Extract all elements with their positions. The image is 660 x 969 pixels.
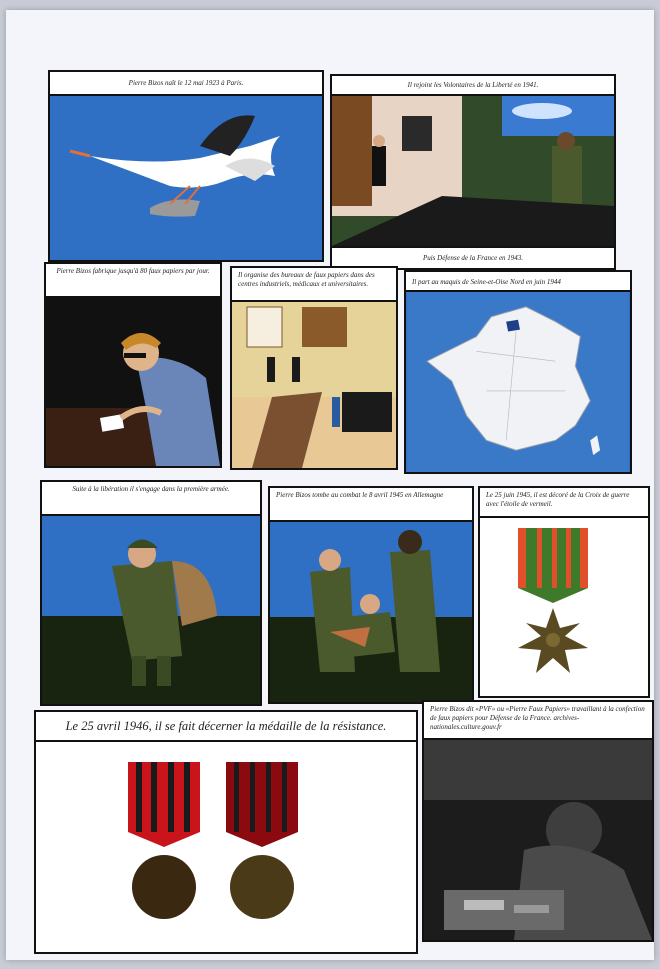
panel-photo-pvf xyxy=(422,700,654,942)
panel-caption: Suite à la libération il s'engage dans la première armée. xyxy=(42,482,260,516)
comic-page xyxy=(6,10,654,960)
panel-birth xyxy=(48,70,324,262)
panel-combat xyxy=(268,486,474,704)
stork-illustration xyxy=(50,96,322,260)
forger-illustration xyxy=(46,298,220,466)
panel-caption: Pierre Bizos naît le 12 mai 1923 à Paris. xyxy=(50,72,322,96)
resistance-medals xyxy=(36,742,416,952)
panel-caption: Il organise des bureaux de faux papiers dans des centres industriels, médicaux et universitaires. xyxy=(232,268,396,302)
office-scene xyxy=(232,302,396,468)
panel-medaille-resistance xyxy=(34,710,418,954)
panel-forger xyxy=(44,262,222,468)
panel-caption: Le 25 avril 1946, il se fait décerner la médaille de la résistance. xyxy=(36,712,416,742)
panel-volontaires xyxy=(330,74,616,270)
panel-croix-de-guerre xyxy=(478,486,650,698)
panel-caption-bottom: Puis Défense de la France en 1943. xyxy=(332,246,614,268)
panel-caption: Pierre Bizos fabrique jusqu'à 80 faux papiers par jour. xyxy=(46,264,220,298)
combat-illustration xyxy=(270,522,472,702)
france-map xyxy=(406,292,630,472)
archive-photo xyxy=(424,740,652,940)
panel-caption: Pierre Bizos dit «PVF» ou «Pierre Faux Papiers» travaillant à la confection de faux papiers pour Défense de la France. archives-nationales.culture.gouv.fr xyxy=(424,702,652,740)
street-scene xyxy=(332,96,614,246)
panel-caption: Le 25 juin 1945, il est décoré de la Croix de guerre avec l'étoile de vermeil. xyxy=(480,488,648,518)
panel-caption: Il part au maquis de Seine-et-Oise Nord en juin 1944 xyxy=(406,272,630,292)
panel-caption: Il rejoint les Volontaires de la Liberté en 1941. xyxy=(332,76,614,96)
croix-de-guerre-medal xyxy=(480,518,648,696)
panel-maquis xyxy=(404,270,632,474)
panel-bureaux xyxy=(230,266,398,470)
soldier-illustration xyxy=(42,516,260,704)
panel-premiere-armee xyxy=(40,480,262,706)
panel-caption: Pierre Bizos tombe au combat le 8 avril 1945 en Allemagne xyxy=(270,488,472,522)
